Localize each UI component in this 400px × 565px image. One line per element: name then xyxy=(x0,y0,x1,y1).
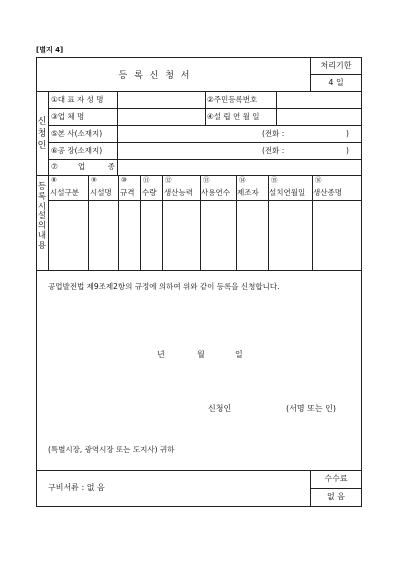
col-header: 설치연월일 xyxy=(269,188,306,197)
col-number: ⑨ xyxy=(91,176,97,184)
col-header: 생산능력 xyxy=(164,188,193,197)
fee-value: 없 음 xyxy=(327,492,345,501)
head-office-label: ⑤본 사(소재지) xyxy=(51,129,103,138)
date-day-label: 일 xyxy=(235,350,243,359)
col-header: 수량 xyxy=(142,188,157,197)
factory-label: ⑥공 장(소재지) xyxy=(51,146,103,155)
factory-phone-close: ) xyxy=(346,146,349,155)
head-office-phone-close: ) xyxy=(346,129,349,138)
col-header: 규격 xyxy=(120,188,135,197)
col-number: ⑫ xyxy=(165,176,172,184)
head-office-phone-label: (전화 : xyxy=(262,129,285,138)
form-label: [별지 4] xyxy=(36,46,64,54)
fee-label: 수수료 xyxy=(324,474,348,483)
applicant-section-label: 신청인 xyxy=(37,117,47,152)
facilities-section-label: 등록시설의내용 xyxy=(37,182,47,251)
factory-phone-label: (전화 : xyxy=(262,146,285,155)
form-title: 등 록 신 청 서 xyxy=(118,71,192,81)
col-header: 생산종명 xyxy=(313,188,342,197)
processing-label: 처리기한 xyxy=(320,61,352,70)
business-type-label: ⑦업 종 xyxy=(51,162,115,171)
col-number: ⑯ xyxy=(315,176,322,184)
date-month-label: 월 xyxy=(197,350,205,359)
signature-note: (서명 또는 인) xyxy=(286,404,336,413)
col-header: 제조자 xyxy=(237,188,259,197)
declaration-statement: 공업발전법 제9조제2항의 규정에 의하여 위와 같이 등록을 신청합니다. xyxy=(48,282,280,291)
company-name-label: ③업 체 명 xyxy=(51,112,85,121)
required-documents: 구비서류 : 없 음 xyxy=(48,483,105,492)
col-header: 사용연수 xyxy=(201,188,230,197)
col-number: ⑧ xyxy=(51,176,57,184)
date-year-label: 년 xyxy=(157,350,165,359)
resident-no-label: ②주민등록번호 xyxy=(207,95,258,104)
applicant-sign-label: 신청인 xyxy=(208,404,232,413)
col-number: ⑬ xyxy=(203,176,210,184)
rep-name-label: ①대 표 자 성 명 xyxy=(51,95,104,104)
col-number: ⑩ xyxy=(121,176,127,184)
recipient-line: (특별시장, 광역시장 또는 도지사) 귀하 xyxy=(48,445,175,454)
establish-date-label: ④설 립 연 월 일 xyxy=(207,112,260,121)
col-number: ⑭ xyxy=(239,176,246,184)
col-header: 시설명 xyxy=(90,188,112,197)
processing-value: 4 일 xyxy=(328,78,344,87)
col-header: 시설구분 xyxy=(50,188,79,197)
col-number: ⑪ xyxy=(143,176,150,184)
col-number: ⑮ xyxy=(271,176,278,184)
